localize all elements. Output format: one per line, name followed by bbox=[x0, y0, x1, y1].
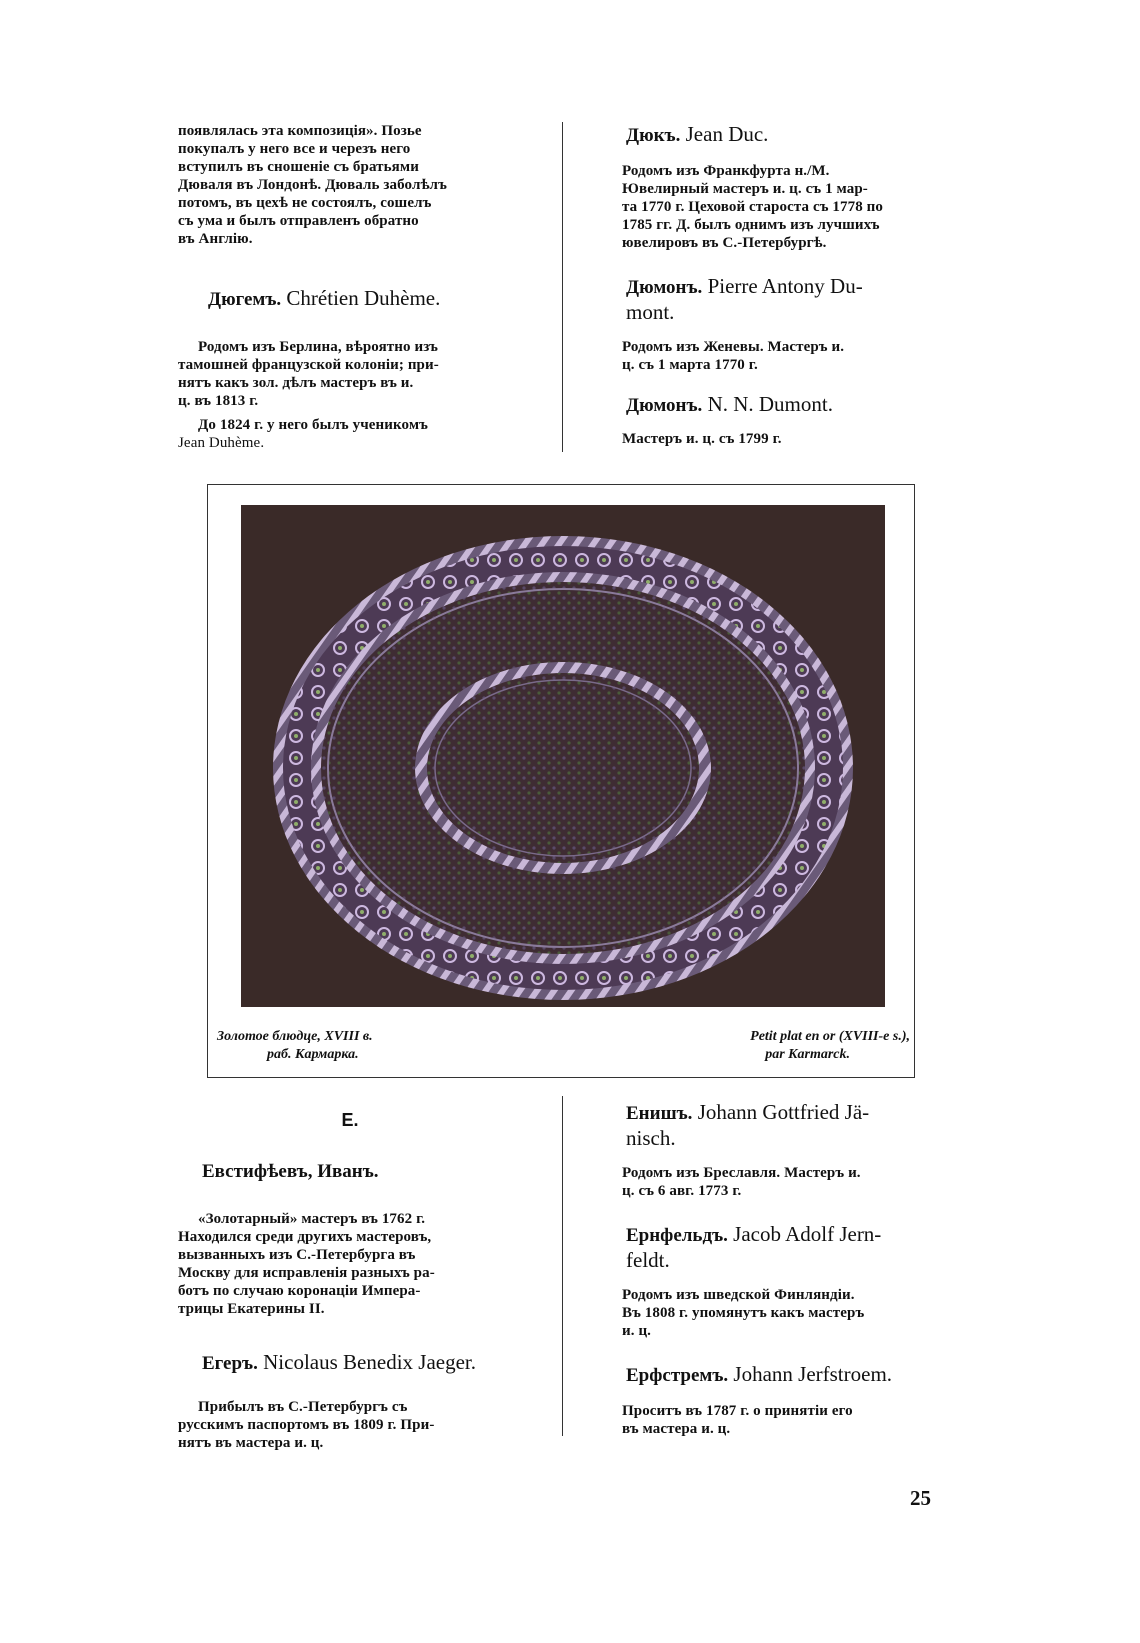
page-number: 25 bbox=[910, 1486, 931, 1510]
text-line: ц. въ 1813 г. bbox=[178, 393, 259, 409]
text-line: «Золотарный» мастеръ въ 1762 г. bbox=[198, 1211, 426, 1227]
text-line: До 1824 г. у него былъ ученикомъ bbox=[198, 417, 429, 433]
entry-name-latin: N. N. Dumont. bbox=[707, 392, 833, 416]
oval-dish-illustration bbox=[241, 505, 885, 1007]
bottom-left-column bbox=[178, 1158, 523, 1458]
entry-name-ru: Дюкъ. bbox=[626, 125, 681, 146]
caption-line: Золотое блюдце, XVIII в. bbox=[217, 1029, 373, 1044]
text-line: Прибылъ въ С.-Петербургъ съ bbox=[198, 1399, 408, 1415]
text-line: Проситъ въ 1787 г. о принятіи его bbox=[622, 1403, 853, 1419]
text-line: Родомъ изъ Берлина, вѣроятно изъ bbox=[198, 339, 438, 355]
entry-name-latin: Jean Duc. bbox=[685, 122, 769, 146]
caption-line: раб. Кармарка. bbox=[267, 1047, 359, 1062]
entry-heading-janisch bbox=[622, 1100, 942, 1150]
entry-heading-jaeger bbox=[178, 1350, 523, 1376]
entry-name-latin: Chrétien Duhème. bbox=[286, 286, 441, 310]
text-line: трицы Екатерины II. bbox=[178, 1301, 325, 1317]
entry-name-ru: Дюмонъ. bbox=[626, 395, 703, 416]
text-line: Дюваля въ Лондонѣ. Дюваль заболѣлъ bbox=[178, 177, 447, 193]
entry-name-ru: Енишъ. bbox=[626, 1103, 693, 1124]
continuation-paragraph bbox=[178, 122, 523, 248]
entry-name-ru: Егеръ. bbox=[202, 1353, 258, 1374]
text-line: и. ц. bbox=[622, 1323, 652, 1339]
entry-name-latin: Nicolaus Benedix Jaeger. bbox=[263, 1350, 476, 1374]
top-right-column bbox=[622, 122, 942, 454]
entry-name-latin-cont: nisch. bbox=[626, 1126, 676, 1150]
entry-text-duheme-1 bbox=[178, 338, 523, 410]
entry-text-duc bbox=[622, 162, 942, 252]
entry-name-latin: Johann Jerfstroem. bbox=[733, 1362, 893, 1386]
caption-line: Petit plat en or (XVIII-e s.), bbox=[750, 1029, 910, 1044]
text-line: потомъ, въ цехѣ не состоялъ, сошелъ bbox=[178, 195, 432, 211]
entry-name-latin-cont: feldt. bbox=[626, 1248, 670, 1272]
text-line: Родомъ изъ Женевы. Мастеръ и. bbox=[622, 339, 845, 355]
entry-name-ru: Дюгемъ. bbox=[208, 289, 282, 310]
text-line: нятъ какъ зол. дѣлъ мастеръ въ и. bbox=[178, 375, 414, 391]
text-line: та 1770 г. Цеховой староста съ 1778 по bbox=[622, 199, 883, 215]
top-left-column bbox=[178, 122, 523, 458]
caption-russian bbox=[217, 1028, 447, 1064]
entry-name-ru: Ернфельдъ. bbox=[626, 1225, 728, 1246]
text-line: Родомъ изъ Франкфурта н./М. bbox=[622, 163, 830, 179]
entry-name-ru: Ерфстремъ. bbox=[626, 1365, 729, 1386]
text-line: покупалъ у него все и черезъ него bbox=[178, 141, 411, 157]
text-line: въ мастера и. ц. bbox=[622, 1421, 731, 1437]
entry-name-ru: Дюмонъ. bbox=[626, 277, 703, 298]
entry-text-evstifeev bbox=[178, 1210, 523, 1318]
text-line: появлялась эта композиція». Позье bbox=[178, 123, 422, 139]
section-letter: Е. bbox=[341, 1110, 359, 1130]
text-line: Въ 1808 г. упомянутъ какъ мастеръ bbox=[622, 1305, 865, 1321]
entry-text-dumont-nn bbox=[622, 430, 942, 448]
text-line: нятъ въ мастера и. ц. bbox=[178, 1435, 324, 1451]
text-line: ц. съ 1 марта 1770 г. bbox=[622, 357, 758, 373]
text-line: тамошней французской колоніи; при- bbox=[178, 357, 439, 373]
entry-text-jernfeldt bbox=[622, 1286, 942, 1340]
text-line: Мастеръ и. ц. съ 1799 г. bbox=[622, 431, 782, 447]
gold-dish-photo bbox=[241, 505, 885, 1007]
entry-heading-dumont-pierre bbox=[622, 274, 942, 324]
entry-text-jerfstroem bbox=[622, 1402, 942, 1438]
entry-heading-evstifeev bbox=[178, 1158, 523, 1184]
entry-name-ru: Евстифѣевъ, Иванъ. bbox=[202, 1161, 379, 1182]
text-line: Москву для исправленія разныхъ ра- bbox=[178, 1265, 435, 1281]
entry-heading-duc bbox=[622, 122, 942, 148]
text-line: Родомъ изъ шведской Финляндіи. bbox=[622, 1287, 855, 1303]
column-divider-bottom bbox=[562, 1096, 563, 1436]
entry-name-latin: Jacob Adolf Jern- bbox=[733, 1222, 882, 1246]
entry-name-latin-cont: mont. bbox=[626, 300, 675, 324]
entry-name-latin: Pierre Antony Du- bbox=[707, 274, 863, 298]
entry-heading-dumont-nn bbox=[622, 392, 942, 418]
entry-heading-jernfeldt bbox=[622, 1222, 942, 1272]
text-line: въ Англію. bbox=[178, 231, 253, 247]
caption-line: par Karmarck. bbox=[765, 1047, 850, 1062]
entry-text-janisch bbox=[622, 1164, 942, 1200]
text-line: Ювелирный мастеръ и. ц. съ 1 мар- bbox=[622, 181, 868, 197]
text-line: вступилъ въ сношеніе съ братьями bbox=[178, 159, 419, 175]
column-divider-top bbox=[562, 122, 563, 452]
entry-text-duheme-2 bbox=[178, 416, 523, 452]
text-line: вызванныхъ изъ С.-Петербурга въ bbox=[178, 1247, 416, 1263]
caption-french bbox=[650, 1028, 910, 1064]
text-line: 1785 гг. Д. былъ однимъ изъ лучшихъ bbox=[622, 217, 880, 233]
text-line: съ ума и былъ отправленъ обратно bbox=[178, 213, 419, 229]
text-line: ювелировъ въ С.-Петербургѣ. bbox=[622, 235, 827, 251]
text-line: русскимъ паспортомъ въ 1809 г. При- bbox=[178, 1417, 435, 1433]
entry-heading-duheme bbox=[178, 286, 523, 312]
text-line: ц. съ 6 авг. 1773 г. bbox=[622, 1183, 742, 1199]
entry-text-dumont-pierre bbox=[622, 338, 942, 374]
entry-heading-jerfstroem bbox=[622, 1362, 942, 1388]
entry-name-latin: Johann Gottfried Jä- bbox=[697, 1100, 870, 1124]
center-medallion bbox=[427, 673, 699, 863]
text-line: Jean Duhème. bbox=[178, 435, 265, 451]
text-line: ботъ по случаю коронаціи Импера- bbox=[178, 1283, 421, 1299]
entry-text-jaeger bbox=[178, 1398, 523, 1452]
bottom-right-column bbox=[622, 1100, 942, 1444]
text-line: Находился среди другихъ мастеровъ, bbox=[178, 1229, 432, 1245]
text-line: Родомъ изъ Бреславля. Мастеръ и. bbox=[622, 1165, 861, 1181]
